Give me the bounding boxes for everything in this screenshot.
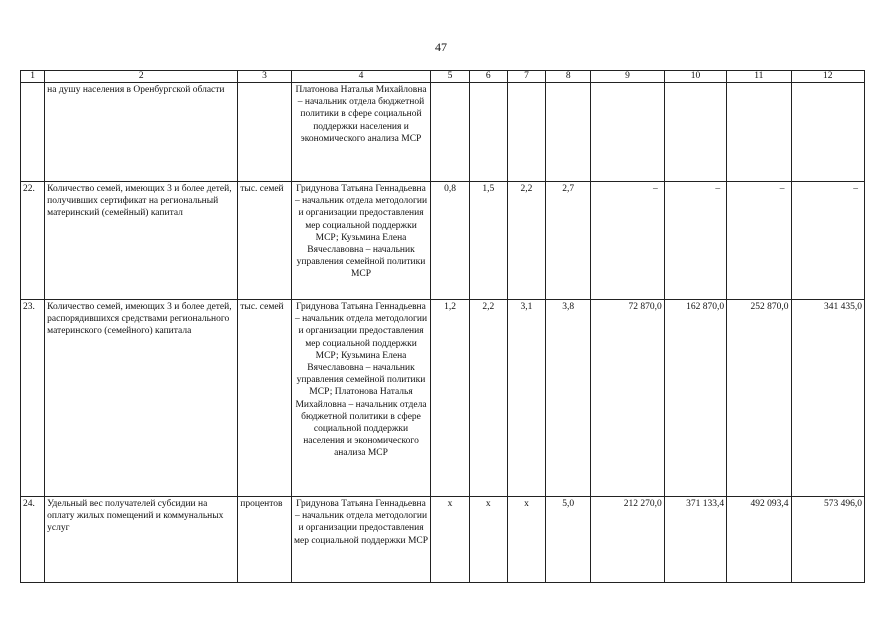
column-number: 8 xyxy=(546,71,591,83)
column-number: 4 xyxy=(291,71,431,83)
value-cell: 341 435,0 xyxy=(791,300,865,497)
column-number: 5 xyxy=(431,71,469,83)
column-number: 12 xyxy=(791,71,865,83)
value-cell: 1,2 xyxy=(431,300,469,497)
value-cell: 3,8 xyxy=(546,300,591,497)
value-cell xyxy=(469,83,507,182)
unit-cell: процентов xyxy=(238,497,291,583)
value-cell: 573 496,0 xyxy=(791,497,865,583)
value-cell: 72 870,0 xyxy=(591,300,664,497)
value-cell: 371 133,4 xyxy=(664,497,726,583)
value-cell: – xyxy=(664,182,726,300)
indicator-name: Количество семей, имеющих 3 и более детей, получивших сертификат на региональный материнский (семейный) капитал xyxy=(45,182,238,300)
indicators-table xyxy=(20,70,865,583)
value-cell: – xyxy=(727,182,791,300)
value-cell: 3,1 xyxy=(507,300,545,497)
value-cell xyxy=(431,83,469,182)
indicator-name: Количество семей, имеющих 3 и более детей, распорядившихся средствами регионального материнского (семейного) капитала xyxy=(45,300,238,497)
value-cell: 492 093,4 xyxy=(727,497,791,583)
indicator-name: Удельный вес получателей субсидии на оплату жилых помещений и коммунальных услуг xyxy=(45,497,238,583)
row-number: 23. xyxy=(21,300,45,497)
unit-cell: тыс. семей xyxy=(238,300,291,497)
row-number: 22. xyxy=(21,182,45,300)
unit-cell: тыс. семей xyxy=(238,182,291,300)
column-number: 2 xyxy=(45,71,238,83)
value-cell: 162 870,0 xyxy=(664,300,726,497)
responsible-cell: Гридунова Татьяна Геннадьевна – начальник отдела методологии и организации предоставления мер социальной поддержки МСР; Кузьмина Елена Вячеславовна – начальник управления семейной политики МСР; Платонова Наталья Михайловна – начальник отдела бюджетной политики в сфере социальной поддержки населения и экономического анализа МСР xyxy=(291,300,431,497)
column-number: 1 xyxy=(21,71,45,83)
value-cell: – xyxy=(591,182,664,300)
value-cell: 2,2 xyxy=(469,300,507,497)
column-number: 3 xyxy=(238,71,291,83)
value-cell: 1,5 xyxy=(469,182,507,300)
value-cell: х xyxy=(507,497,545,583)
value-cell: 212 270,0 xyxy=(591,497,664,583)
value-cell: 0,8 xyxy=(431,182,469,300)
column-number: 11 xyxy=(727,71,791,83)
responsible-cell: Гридунова Татьяна Геннадьевна – начальник отдела методологии и организации предоставления мер социальной поддержки МСР; Кузьмина Елена Вячеславовна – начальник управления семейной политики МСР xyxy=(291,182,431,300)
table-row xyxy=(21,300,865,497)
unit-cell xyxy=(238,83,291,182)
value-cell: 2,7 xyxy=(546,182,591,300)
column-number: 6 xyxy=(469,71,507,83)
column-number-row xyxy=(21,71,865,83)
value-cell xyxy=(791,83,865,182)
column-number: 7 xyxy=(507,71,545,83)
table-row xyxy=(21,83,865,182)
responsible-cell: Гридунова Татьяна Геннадьевна – начальник отдела методологии и организации предоставления мер социальной поддержки МСР xyxy=(291,497,431,583)
row-number: 24. xyxy=(21,497,45,583)
indicator-name: на душу населения в Оренбургской области xyxy=(45,83,238,182)
value-cell: – xyxy=(791,182,865,300)
column-number: 10 xyxy=(664,71,726,83)
value-cell xyxy=(546,83,591,182)
value-cell: 252 870,0 xyxy=(727,300,791,497)
column-number: 9 xyxy=(591,71,664,83)
value-cell: 5,0 xyxy=(546,497,591,583)
value-cell: х xyxy=(469,497,507,583)
value-cell: х xyxy=(431,497,469,583)
value-cell xyxy=(507,83,545,182)
value-cell: 2,2 xyxy=(507,182,545,300)
responsible-cell: Платонова Наталья Михайловна – начальник отдела бюджетной политики в сфере социальной поддержки населения и экономического анализа МСР xyxy=(291,83,431,182)
value-cell xyxy=(591,83,664,182)
row-number xyxy=(21,83,45,182)
page-number: 47 xyxy=(435,40,447,54)
value-cell xyxy=(727,83,791,182)
table-row xyxy=(21,182,865,300)
table-row xyxy=(21,497,865,583)
value-cell xyxy=(664,83,726,182)
